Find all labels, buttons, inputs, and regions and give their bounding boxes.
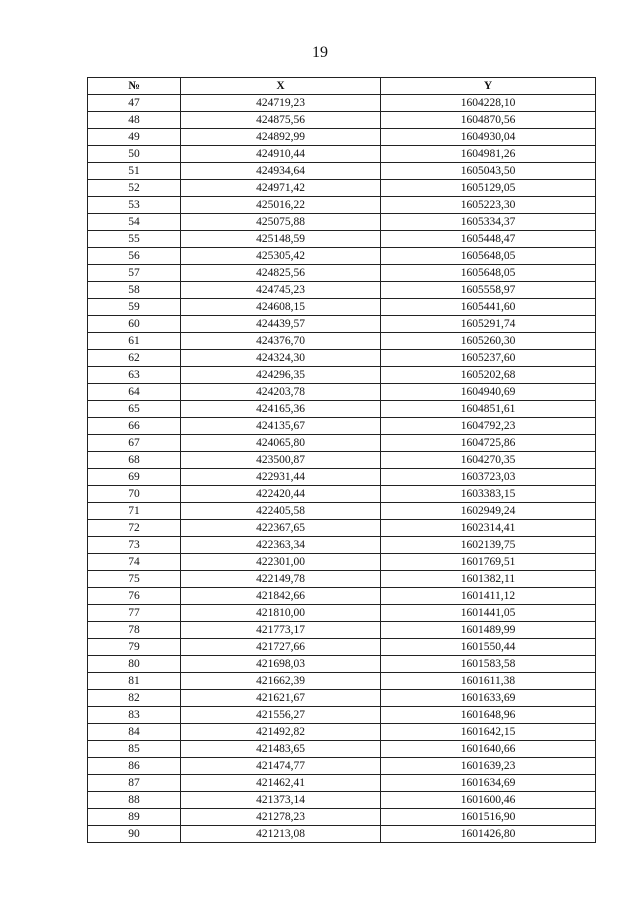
table-row [88,639,596,656]
y-coordinate-cell: 1601550,44 [381,639,596,656]
point-number-cell: 70 [88,486,181,503]
point-number-cell: 49 [88,129,181,146]
x-coordinate-cell: 421662,39 [181,673,381,690]
point-number-cell: 71 [88,503,181,520]
table-row [88,146,596,163]
y-coordinate-cell: 1605043,50 [381,163,596,180]
table-body [88,95,596,843]
point-number-cell: 64 [88,384,181,401]
x-coordinate-cell: 425016,22 [181,197,381,214]
table-row [88,775,596,792]
point-number-cell: 72 [88,520,181,537]
point-number-cell: 80 [88,656,181,673]
y-coordinate-cell: 1605237,60 [381,350,596,367]
y-coordinate-cell: 1601489,99 [381,622,596,639]
point-number-cell: 75 [88,571,181,588]
point-number-cell: 88 [88,792,181,809]
x-coordinate-cell: 424934,64 [181,163,381,180]
header-number: № [88,78,181,95]
x-coordinate-cell: 424608,15 [181,299,381,316]
point-number-cell: 62 [88,350,181,367]
coordinates-table [87,77,596,843]
x-coordinate-cell: 423500,87 [181,452,381,469]
point-number-cell: 78 [88,622,181,639]
table-row [88,656,596,673]
table-row [88,248,596,265]
header-x: X [181,78,381,95]
table-row [88,673,596,690]
x-coordinate-cell: 422363,34 [181,537,381,554]
point-number-cell: 69 [88,469,181,486]
x-coordinate-cell: 421727,66 [181,639,381,656]
table-row [88,758,596,775]
y-coordinate-cell: 1604870,56 [381,112,596,129]
x-coordinate-cell: 421698,03 [181,656,381,673]
table-row [88,537,596,554]
x-coordinate-cell: 422149,78 [181,571,381,588]
point-number-cell: 66 [88,418,181,435]
point-number-cell: 55 [88,231,181,248]
table-row [88,571,596,588]
y-coordinate-cell: 1601426,80 [381,826,596,843]
x-coordinate-cell: 424296,35 [181,367,381,384]
y-coordinate-cell: 1601382,11 [381,571,596,588]
y-coordinate-cell: 1603723,03 [381,469,596,486]
point-number-cell: 56 [88,248,181,265]
y-coordinate-cell: 1601600,46 [381,792,596,809]
table-row [88,265,596,282]
y-coordinate-cell: 1601633,69 [381,690,596,707]
table-row [88,316,596,333]
table-header [88,78,596,95]
y-coordinate-cell: 1605202,68 [381,367,596,384]
point-number-cell: 63 [88,367,181,384]
y-coordinate-cell: 1601634,69 [381,775,596,792]
point-number-cell: 74 [88,554,181,571]
x-coordinate-cell: 424135,67 [181,418,381,435]
x-coordinate-cell: 421492,82 [181,724,381,741]
point-number-cell: 84 [88,724,181,741]
y-coordinate-cell: 1605223,30 [381,197,596,214]
x-coordinate-cell: 422405,58 [181,503,381,520]
point-number-cell: 83 [88,707,181,724]
table-row [88,95,596,112]
x-coordinate-cell: 424165,36 [181,401,381,418]
x-coordinate-cell: 421278,23 [181,809,381,826]
x-coordinate-cell: 424376,70 [181,333,381,350]
y-coordinate-cell: 1604792,23 [381,418,596,435]
point-number-cell: 48 [88,112,181,129]
x-coordinate-cell: 424719,23 [181,95,381,112]
x-coordinate-cell: 421213,08 [181,826,381,843]
table-row [88,605,596,622]
point-number-cell: 68 [88,452,181,469]
table-row [88,112,596,129]
y-coordinate-cell: 1602139,75 [381,537,596,554]
x-coordinate-cell: 424875,56 [181,112,381,129]
point-number-cell: 89 [88,809,181,826]
y-coordinate-cell: 1605648,05 [381,265,596,282]
table-row [88,469,596,486]
x-coordinate-cell: 421462,41 [181,775,381,792]
y-coordinate-cell: 1601411,12 [381,588,596,605]
point-number-cell: 79 [88,639,181,656]
x-coordinate-cell: 421842,66 [181,588,381,605]
point-number-cell: 54 [88,214,181,231]
y-coordinate-cell: 1605260,30 [381,333,596,350]
x-coordinate-cell: 421483,65 [181,741,381,758]
x-coordinate-cell: 424439,57 [181,316,381,333]
y-coordinate-cell: 1603383,15 [381,486,596,503]
x-coordinate-cell: 424971,42 [181,180,381,197]
y-coordinate-cell: 1604851,61 [381,401,596,418]
table-row [88,809,596,826]
point-number-cell: 77 [88,605,181,622]
y-coordinate-cell: 1601640,66 [381,741,596,758]
x-coordinate-cell: 425305,42 [181,248,381,265]
page-number: 19 [312,44,328,61]
y-coordinate-cell: 1604270,35 [381,452,596,469]
y-coordinate-cell: 1604930,04 [381,129,596,146]
y-coordinate-cell: 1601642,15 [381,724,596,741]
table-row [88,503,596,520]
y-coordinate-cell: 1605441,60 [381,299,596,316]
y-coordinate-cell: 1605129,05 [381,180,596,197]
table-row [88,231,596,248]
y-coordinate-cell: 1602949,24 [381,503,596,520]
table-row [88,588,596,605]
x-coordinate-cell: 421621,67 [181,690,381,707]
point-number-cell: 57 [88,265,181,282]
table-row [88,826,596,843]
y-coordinate-cell: 1605648,05 [381,248,596,265]
table-row [88,741,596,758]
x-coordinate-cell: 422301,00 [181,554,381,571]
table-row [88,401,596,418]
point-number-cell: 51 [88,163,181,180]
y-coordinate-cell: 1605291,74 [381,316,596,333]
table-row [88,520,596,537]
y-coordinate-cell: 1604940,69 [381,384,596,401]
point-number-cell: 61 [88,333,181,350]
y-coordinate-cell: 1605448,47 [381,231,596,248]
x-coordinate-cell: 421556,27 [181,707,381,724]
table-row [88,163,596,180]
x-coordinate-cell: 424324,30 [181,350,381,367]
table-row [88,707,596,724]
point-number-cell: 86 [88,758,181,775]
point-number-cell: 52 [88,180,181,197]
table-row [88,299,596,316]
table-row [88,282,596,299]
point-number-cell: 90 [88,826,181,843]
x-coordinate-cell: 422420,44 [181,486,381,503]
table-row [88,418,596,435]
y-coordinate-cell: 1604725,86 [381,435,596,452]
x-coordinate-cell: 422367,65 [181,520,381,537]
x-coordinate-cell: 424745,23 [181,282,381,299]
table-row [88,367,596,384]
point-number-cell: 59 [88,299,181,316]
point-number-cell: 73 [88,537,181,554]
header-y: Y [381,78,596,95]
x-coordinate-cell: 424892,99 [181,129,381,146]
x-coordinate-cell: 424910,44 [181,146,381,163]
table-row [88,622,596,639]
x-coordinate-cell: 422931,44 [181,469,381,486]
y-coordinate-cell: 1601583,58 [381,656,596,673]
table-row [88,435,596,452]
y-coordinate-cell: 1605334,37 [381,214,596,231]
x-coordinate-cell: 421810,00 [181,605,381,622]
point-number-cell: 53 [88,197,181,214]
y-coordinate-cell: 1605558,97 [381,282,596,299]
y-coordinate-cell: 1601611,38 [381,673,596,690]
point-number-cell: 50 [88,146,181,163]
point-number-cell: 82 [88,690,181,707]
table-row [88,452,596,469]
point-number-cell: 81 [88,673,181,690]
y-coordinate-cell: 1601639,23 [381,758,596,775]
x-coordinate-cell: 424825,56 [181,265,381,282]
y-coordinate-cell: 1601516,90 [381,809,596,826]
table-row [88,333,596,350]
y-coordinate-cell: 1604981,26 [381,146,596,163]
point-number-cell: 76 [88,588,181,605]
table-row [88,214,596,231]
x-coordinate-cell: 421373,14 [181,792,381,809]
y-coordinate-cell: 1601769,51 [381,554,596,571]
point-number-cell: 47 [88,95,181,112]
table-row [88,486,596,503]
y-coordinate-cell: 1601441,05 [381,605,596,622]
table-row [88,197,596,214]
x-coordinate-cell: 425148,59 [181,231,381,248]
point-number-cell: 67 [88,435,181,452]
point-number-cell: 87 [88,775,181,792]
x-coordinate-cell: 424203,78 [181,384,381,401]
table-row [88,384,596,401]
table-row [88,690,596,707]
x-coordinate-cell: 425075,88 [181,214,381,231]
x-coordinate-cell: 421773,17 [181,622,381,639]
table-row [88,350,596,367]
y-coordinate-cell: 1601648,96 [381,707,596,724]
point-number-cell: 60 [88,316,181,333]
table-row [88,724,596,741]
table-row [88,554,596,571]
y-coordinate-cell: 1602314,41 [381,520,596,537]
x-coordinate-cell: 421474,77 [181,758,381,775]
point-number-cell: 65 [88,401,181,418]
table-row [88,792,596,809]
point-number-cell: 85 [88,741,181,758]
y-coordinate-cell: 1604228,10 [381,95,596,112]
header-row [88,78,596,95]
table-row [88,129,596,146]
point-number-cell: 58 [88,282,181,299]
x-coordinate-cell: 424065,80 [181,435,381,452]
table-row [88,180,596,197]
